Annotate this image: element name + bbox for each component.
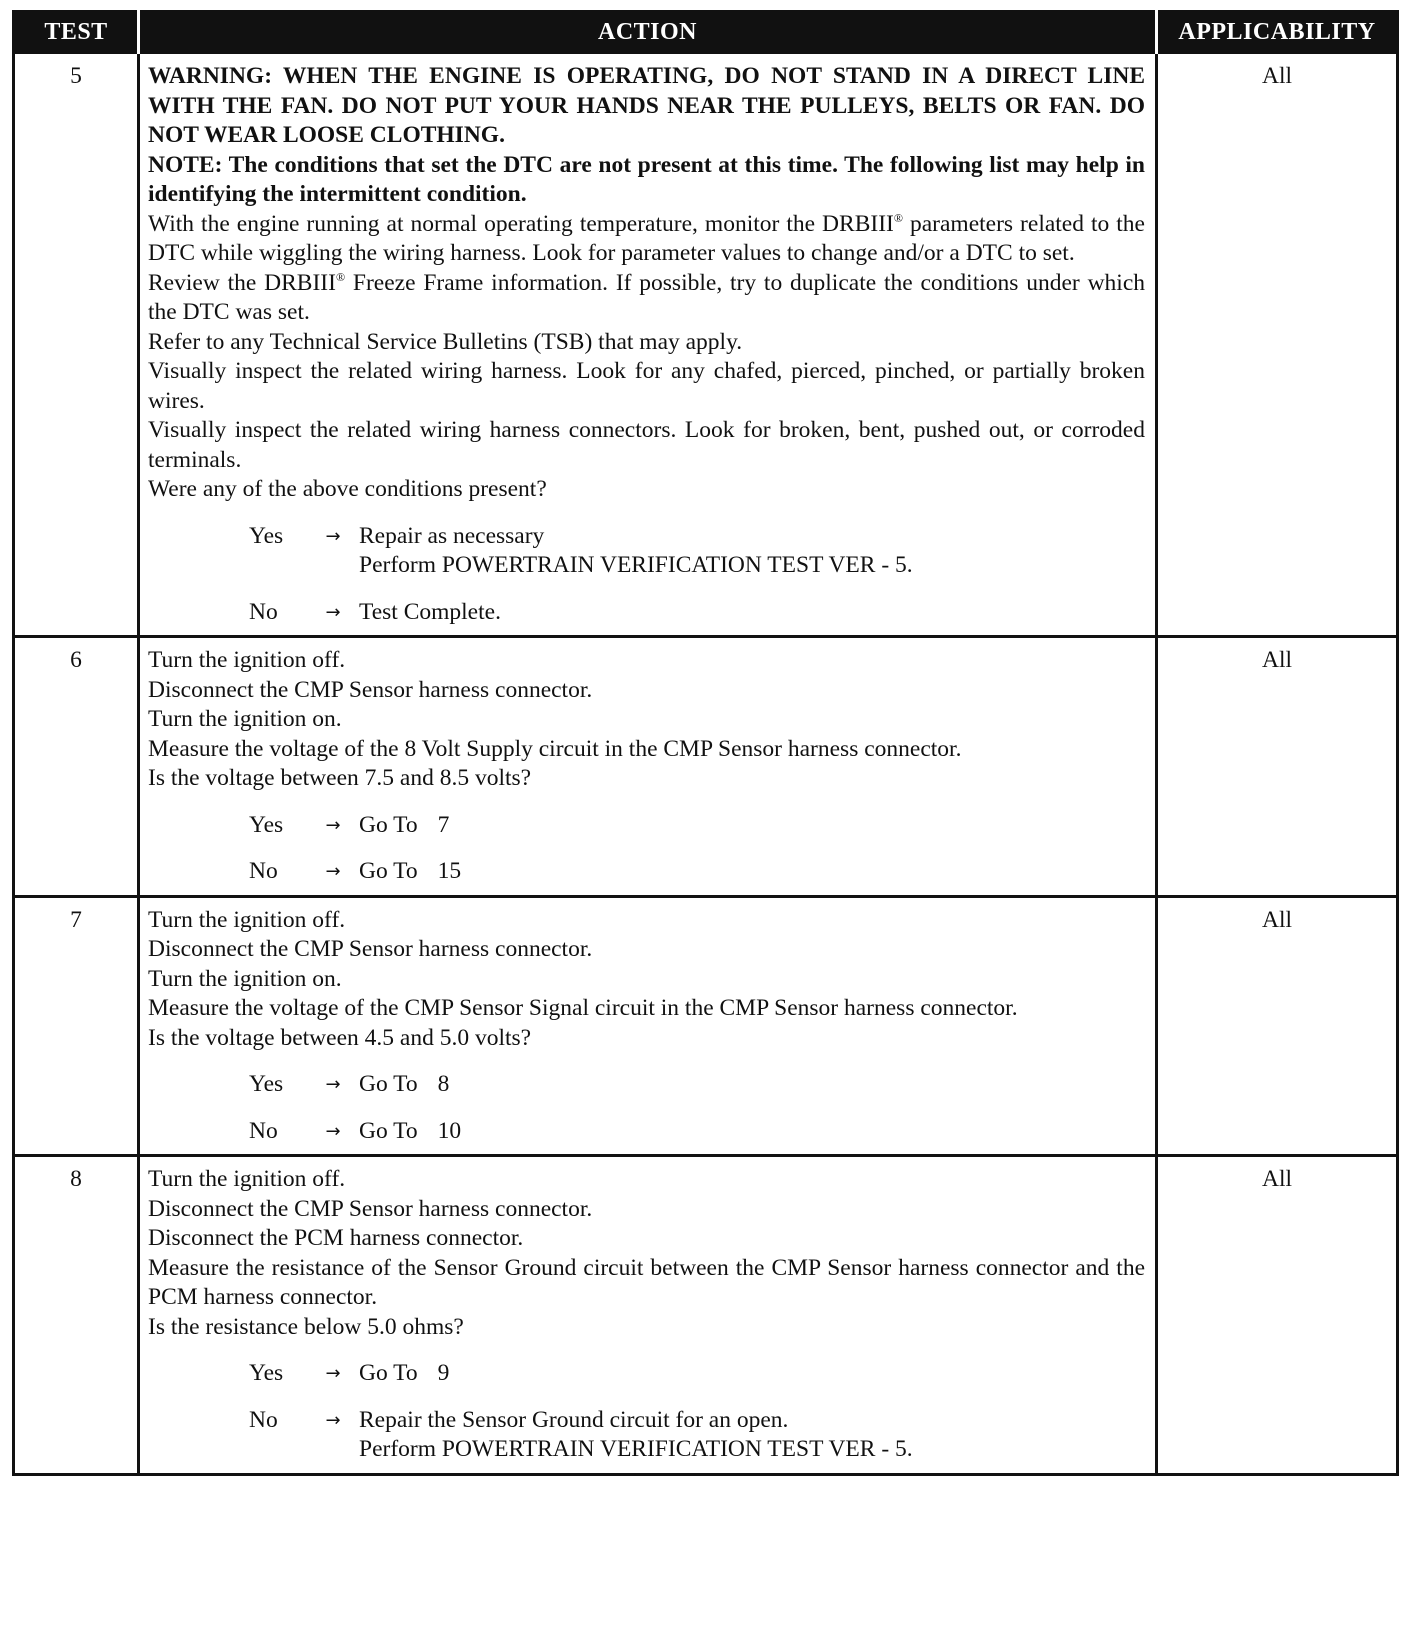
answer-block [148,1359,1145,1465]
no-result: Test Complete. [359,598,501,625]
warning-text: WARNING: WHEN THE ENGINE IS OPERATING, DO NOT STAND IN A DIRECT LINE WITH THE FAN. DO NOT PUT YOUR HANDS NEAR THE PULLEYS, BELTS OR FAN. DO NOT WEAR LOOSE CLOTHING. [148,63,1145,148]
applicability-value: All [1157,1156,1398,1475]
question-text: Were any of the above conditions present? [148,476,547,502]
no-answer [148,598,1145,628]
yes-answer [148,522,1145,581]
step-text: Disconnect the CMP Sensor harness connector. [148,676,593,703]
question-text: Is the resistance below 5.0 ohms? [148,1313,464,1340]
no-result: Repair the Sensor Ground circuit for an open. Perform POWERTRAIN VERIFICATION TEST VER - 5. [359,1406,913,1462]
header-applicability: APPLICABILITY [1157,12,1398,53]
goto-test-number: 8 [437,1071,450,1097]
test-number: 7 [14,896,139,1156]
yes-result [359,1359,1145,1389]
test-action [139,637,1157,897]
no-label: No [249,1117,278,1144]
goto-test-number: 15 [437,858,462,884]
no-result [359,857,1145,887]
goto-label: Go To [359,1117,418,1144]
table-row-test-6 [14,637,1398,897]
step-text: Refer to any Technical Service Bulletins (TSB) that may apply. [148,328,743,355]
header-test: TEST [14,12,139,53]
step-text: Measure the resistance of the Sensor Ground circuit between the CMP Sensor harness connector and the PCM harness connector. [148,1254,1145,1310]
test-action [139,53,1157,637]
no-label: No [249,1406,278,1433]
goto-label: Go To [359,1071,418,1097]
answer-block [148,1070,1145,1146]
arrow-icon: → [325,861,341,882]
test-action [139,1156,1157,1475]
step-text: Disconnect the CMP Sensor harness connector. [148,936,593,962]
table-row-test-7 [14,896,1398,1156]
step-text: Measure the voltage of the CMP Sensor Signal circuit in the CMP Sensor harness connector. [148,995,1018,1021]
step-text: Turn the ignition off. [148,647,346,673]
step-text: Disconnect the PCM harness connector. [148,1225,524,1251]
arrow-icon: → [325,1363,341,1384]
note-text: NOTE: The conditions that set the DTC are not present at this time. The following list may help in identifying the intermittent condition. [148,151,1145,207]
diagnostic-test-table [12,10,1399,1476]
applicability-value: All [1157,637,1398,897]
test-number: 8 [14,1156,139,1475]
yes-answer [148,811,1145,841]
table-header-row [14,12,1398,53]
yes-result: Repair as necessary Perform POWERTRAIN VERIFICATION TEST VER - 5. [359,522,913,578]
goto-label: Go To [359,1360,418,1386]
no-result [359,1117,1145,1147]
question-text: Is the voltage between 4.5 and 5.0 volts? [148,1024,532,1051]
table-row-test-8 [14,1156,1398,1475]
answer-block [148,811,1145,887]
yes-result [359,811,1145,841]
step-text: Review the DRBIII® Freeze Frame information. If possible, try to duplicate the conditions under which the DTC was set. [148,269,1145,325]
arrow-icon: → [325,1074,341,1095]
arrow-icon: → [325,601,341,623]
no-answer [148,1117,1145,1147]
step-text: Measure the voltage of the 8 Volt Supply circuit in the CMP Sensor harness connector. [148,735,962,762]
yes-label: Yes [249,1360,284,1386]
step-text: Turn the ignition on. [148,706,342,732]
question-text: Is the voltage between 7.5 and 8.5 volts? [148,765,532,791]
no-label: No [249,598,278,625]
goto-label: Go To [359,811,418,838]
yes-result [359,1070,1145,1100]
no-label: No [249,858,278,884]
no-answer [148,857,1145,887]
yes-answer [148,1359,1145,1389]
step-text: Turn the ignition off. [148,1166,346,1192]
arrow-icon: → [325,525,341,547]
goto-test-number: 10 [437,1117,462,1144]
test-number: 5 [14,53,139,637]
goto-label: Go To [359,858,418,884]
step-text: Visually inspect the related wiring harness. Look for any chafed, pierced, pinched, or partially broken wires. [148,358,1145,414]
header-action: ACTION [139,12,1157,53]
goto-test-number: 9 [437,1360,450,1386]
step-text: Turn the ignition on. [148,965,342,992]
step-text: Turn the ignition off. [148,906,346,933]
applicability-value: All [1157,53,1398,637]
diagnostic-page [12,10,1396,1476]
step-text: Disconnect the CMP Sensor harness connector. [148,1195,593,1222]
no-answer [148,1406,1145,1465]
yes-label: Yes [249,1071,284,1097]
step-text: Visually inspect the related wiring harness connectors. Look for broken, bent, pushed out, or corroded terminals. [148,417,1145,473]
arrow-icon: → [325,1409,341,1431]
test-action [139,896,1157,1156]
yes-label: Yes [249,522,284,549]
step-text: With the engine running at normal operating temperature, monitor the DRBIII® parameters related to the DTC while wiggling the wiring harness. Look for parameter values to change and/or a DTC to set. [148,210,1145,266]
arrow-icon: → [325,814,341,836]
applicability-value: All [1157,896,1398,1156]
yes-answer [148,1070,1145,1100]
goto-test-number: 7 [437,811,450,838]
test-number: 6 [14,637,139,897]
table-row-test-5 [14,53,1398,637]
answer-block [148,522,1145,628]
yes-label: Yes [249,811,284,838]
arrow-icon: → [325,1120,341,1142]
